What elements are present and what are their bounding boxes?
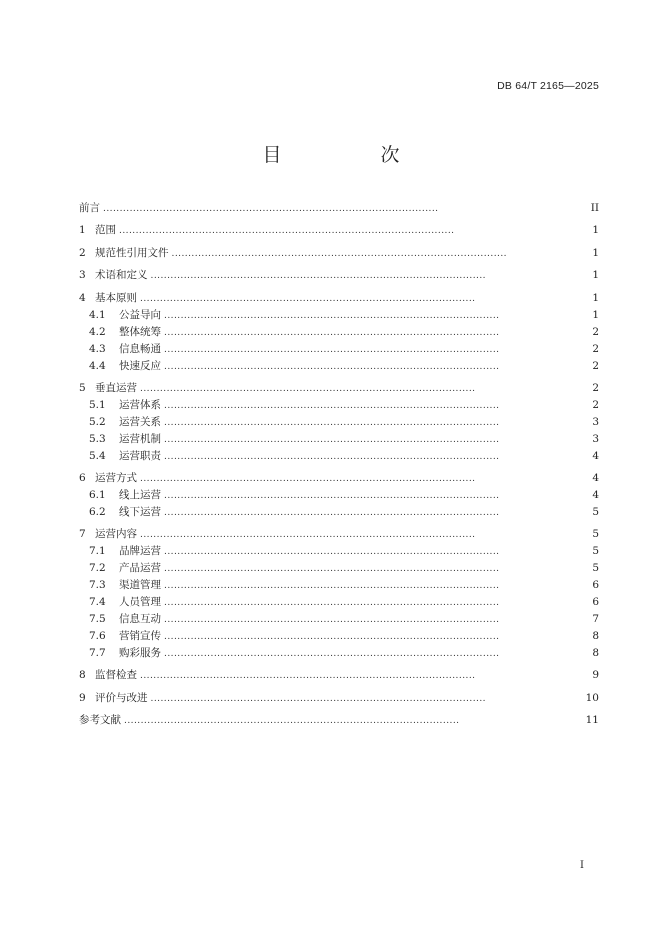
toc-dot-leader <box>164 325 587 342</box>
toc-entry-label: 快速反应 <box>119 359 161 372</box>
toc-entry[interactable] <box>79 200 599 217</box>
toc-dot-leader <box>164 488 587 505</box>
toc-entry[interactable] <box>79 526 599 543</box>
toc-entry[interactable] <box>79 341 599 358</box>
toc-entry-page: 3 <box>592 415 599 428</box>
toc-dot-leader <box>140 471 587 488</box>
toc-entry[interactable] <box>79 611 599 628</box>
toc-entry[interactable] <box>79 690 599 707</box>
toc-entry-number: 5.3 <box>89 432 106 445</box>
toc-entry-number: 4.1 <box>89 308 106 321</box>
toc-entry-label: 运营方式 <box>95 472 137 485</box>
toc-entry-page: 7 <box>592 612 599 625</box>
toc-dot-leader <box>164 505 587 522</box>
toc-entry-label: 规范性引用文件 <box>95 246 169 259</box>
toc-dot-leader <box>103 201 587 218</box>
toc-entry-number: 7.3 <box>89 578 106 591</box>
toc-entry-label: 运营体系 <box>119 398 161 411</box>
toc-entry-label: 运营关系 <box>119 415 161 428</box>
footer-page-number: I <box>580 860 584 871</box>
toc-entry-number: 8 <box>79 669 86 682</box>
toc-entry[interactable] <box>79 222 599 239</box>
toc-dot-leader <box>124 713 582 730</box>
toc-entry-number: 3 <box>79 269 86 282</box>
toc-entry-page: 3 <box>592 432 599 445</box>
toc-entry-label: 参考文献 <box>79 713 121 726</box>
toc-dot-leader <box>164 359 587 376</box>
toc-entry-number: 7.5 <box>89 612 106 625</box>
toc-entry-label: 整体统筹 <box>119 325 161 338</box>
toc-entry[interactable] <box>79 577 599 594</box>
toc-entry[interactable] <box>79 504 599 521</box>
toc-entry-number: 6 <box>79 472 86 485</box>
toc-entry-label: 基本原则 <box>95 291 137 304</box>
toc-entry-number: 5.1 <box>89 398 106 411</box>
toc-entry-label: 垂直运营 <box>95 381 137 394</box>
toc-entry-number: 6.1 <box>89 488 106 501</box>
toc-dot-leader <box>164 612 587 629</box>
toc-entry-page: 9 <box>592 669 599 682</box>
toc-entry-number: 7 <box>79 528 86 541</box>
toc-entry-label: 前言 <box>79 202 100 214</box>
toc-entry-label: 运营内容 <box>95 528 137 541</box>
toc-dot-leader <box>151 691 582 708</box>
toc-entry-page: 2 <box>592 398 599 411</box>
toc-entry-page: 4 <box>592 449 599 462</box>
toc-entry-label: 运营职责 <box>119 449 161 462</box>
toc-dot-leader <box>164 415 587 432</box>
toc-entry-page: 1 <box>592 291 599 304</box>
toc-entry-page: 5 <box>592 562 599 575</box>
toc-entry[interactable] <box>79 487 599 504</box>
toc-dot-leader <box>164 629 587 646</box>
toc-entry[interactable] <box>79 267 599 284</box>
toc-entry-label: 线上运营 <box>119 488 161 501</box>
toc-entry-page: 5 <box>592 528 599 541</box>
toc-entry-page: 1 <box>592 308 599 321</box>
toc-entry[interactable] <box>79 594 599 611</box>
toc-entry-page: 5 <box>592 545 599 558</box>
toc-entry-page: 4 <box>592 488 599 501</box>
toc-entry-label: 信息互动 <box>119 612 161 625</box>
toc-entry[interactable] <box>79 470 599 487</box>
toc-title: 目 次 <box>262 144 440 166</box>
toc-entry-number: 4.4 <box>89 359 106 372</box>
toc-dot-leader <box>164 308 587 325</box>
toc-entry-number: 4.2 <box>89 325 106 338</box>
toc-dot-leader <box>164 342 587 359</box>
toc-entry-label: 范围 <box>95 224 116 237</box>
toc-entry-number: 2 <box>79 246 86 259</box>
toc-entry-label: 产品运营 <box>119 562 161 575</box>
toc-entry-page: 1 <box>592 269 599 282</box>
toc-entry-label: 渠道管理 <box>119 578 161 591</box>
toc-entry[interactable] <box>79 431 599 448</box>
toc-dot-leader <box>164 561 587 578</box>
toc-entry-number: 5.2 <box>89 415 106 428</box>
toc-entry[interactable] <box>79 667 599 684</box>
toc-entry-number: 4 <box>79 291 86 304</box>
toc-dot-leader <box>164 595 587 612</box>
toc-dot-leader <box>164 449 587 466</box>
toc-entry-page: 11 <box>585 713 599 726</box>
toc-entry-page: 10 <box>585 691 599 704</box>
toc-entry[interactable] <box>79 543 599 560</box>
toc-entry-page: II <box>590 202 599 214</box>
toc-entry[interactable] <box>79 358 599 375</box>
toc-dot-leader <box>140 527 587 544</box>
toc-entry-label: 人员管理 <box>119 595 161 608</box>
toc-entry-number: 5 <box>79 381 86 394</box>
toc-entry-number: 7.4 <box>89 595 106 608</box>
toc-entry-label: 营销宣传 <box>119 629 161 642</box>
toc-entry-page: 6 <box>592 578 599 591</box>
toc-dot-leader <box>172 246 588 263</box>
toc-entry-page: 1 <box>592 246 599 259</box>
toc-entry-number: 1 <box>79 224 86 237</box>
toc-entry-label: 购彩服务 <box>119 646 161 659</box>
table-of-contents <box>79 200 599 729</box>
toc-dot-leader <box>140 381 587 398</box>
toc-entry-page: 2 <box>592 342 599 355</box>
toc-entry-page: 4 <box>592 472 599 485</box>
toc-dot-leader <box>151 268 588 285</box>
toc-entry[interactable] <box>79 712 599 729</box>
toc-entry[interactable] <box>79 628 599 645</box>
toc-dot-leader <box>164 544 587 561</box>
toc-entry-page: 8 <box>592 646 599 659</box>
toc-entry[interactable] <box>79 324 599 341</box>
toc-entry-label: 评价与改进 <box>95 691 148 704</box>
toc-entry-number: 7.6 <box>89 629 106 642</box>
toc-entry-page: 5 <box>592 505 599 518</box>
toc-entry-label: 信息畅通 <box>119 342 161 355</box>
document-code: DB 64/T 2165—2025 <box>497 80 599 92</box>
toc-entry-label: 品牌运营 <box>119 545 161 558</box>
toc-dot-leader <box>164 646 587 663</box>
toc-entry-number: 7.1 <box>89 545 106 558</box>
toc-entry-label: 公益导向 <box>119 308 161 321</box>
toc-entry-number: 5.4 <box>89 449 106 462</box>
toc-entry-label: 运营机制 <box>119 432 161 445</box>
toc-entry-page: 2 <box>592 325 599 338</box>
toc-entry-page: 6 <box>592 595 599 608</box>
toc-entry[interactable] <box>79 397 599 414</box>
toc-dot-leader <box>140 291 587 308</box>
toc-dot-leader <box>119 223 587 240</box>
toc-entry[interactable] <box>79 290 599 307</box>
toc-entry-page: 2 <box>592 381 599 394</box>
toc-entry-label: 监督检查 <box>95 669 137 682</box>
toc-entry-page: 2 <box>592 359 599 372</box>
toc-entry[interactable] <box>79 380 599 397</box>
toc-entry-number: 9 <box>79 691 86 704</box>
toc-dot-leader <box>164 578 587 595</box>
toc-entry-number: 4.3 <box>89 342 106 355</box>
toc-entry-number: 6.2 <box>89 505 106 518</box>
toc-entry-number: 7.7 <box>89 646 106 659</box>
toc-dot-leader <box>140 668 587 685</box>
toc-entry[interactable] <box>79 560 599 577</box>
toc-entry[interactable] <box>79 448 599 465</box>
toc-entry[interactable] <box>79 307 599 324</box>
toc-dot-leader <box>164 432 587 449</box>
toc-entry-page: 1 <box>592 224 599 237</box>
toc-entry[interactable] <box>79 245 599 262</box>
toc-entry-number: 7.2 <box>89 562 106 575</box>
toc-entry[interactable] <box>79 414 599 431</box>
toc-entry-label: 线下运营 <box>119 505 161 518</box>
toc-entry-label: 术语和定义 <box>95 269 148 282</box>
toc-entry[interactable] <box>79 645 599 662</box>
toc-entry-page: 8 <box>592 629 599 642</box>
toc-dot-leader <box>164 398 587 415</box>
